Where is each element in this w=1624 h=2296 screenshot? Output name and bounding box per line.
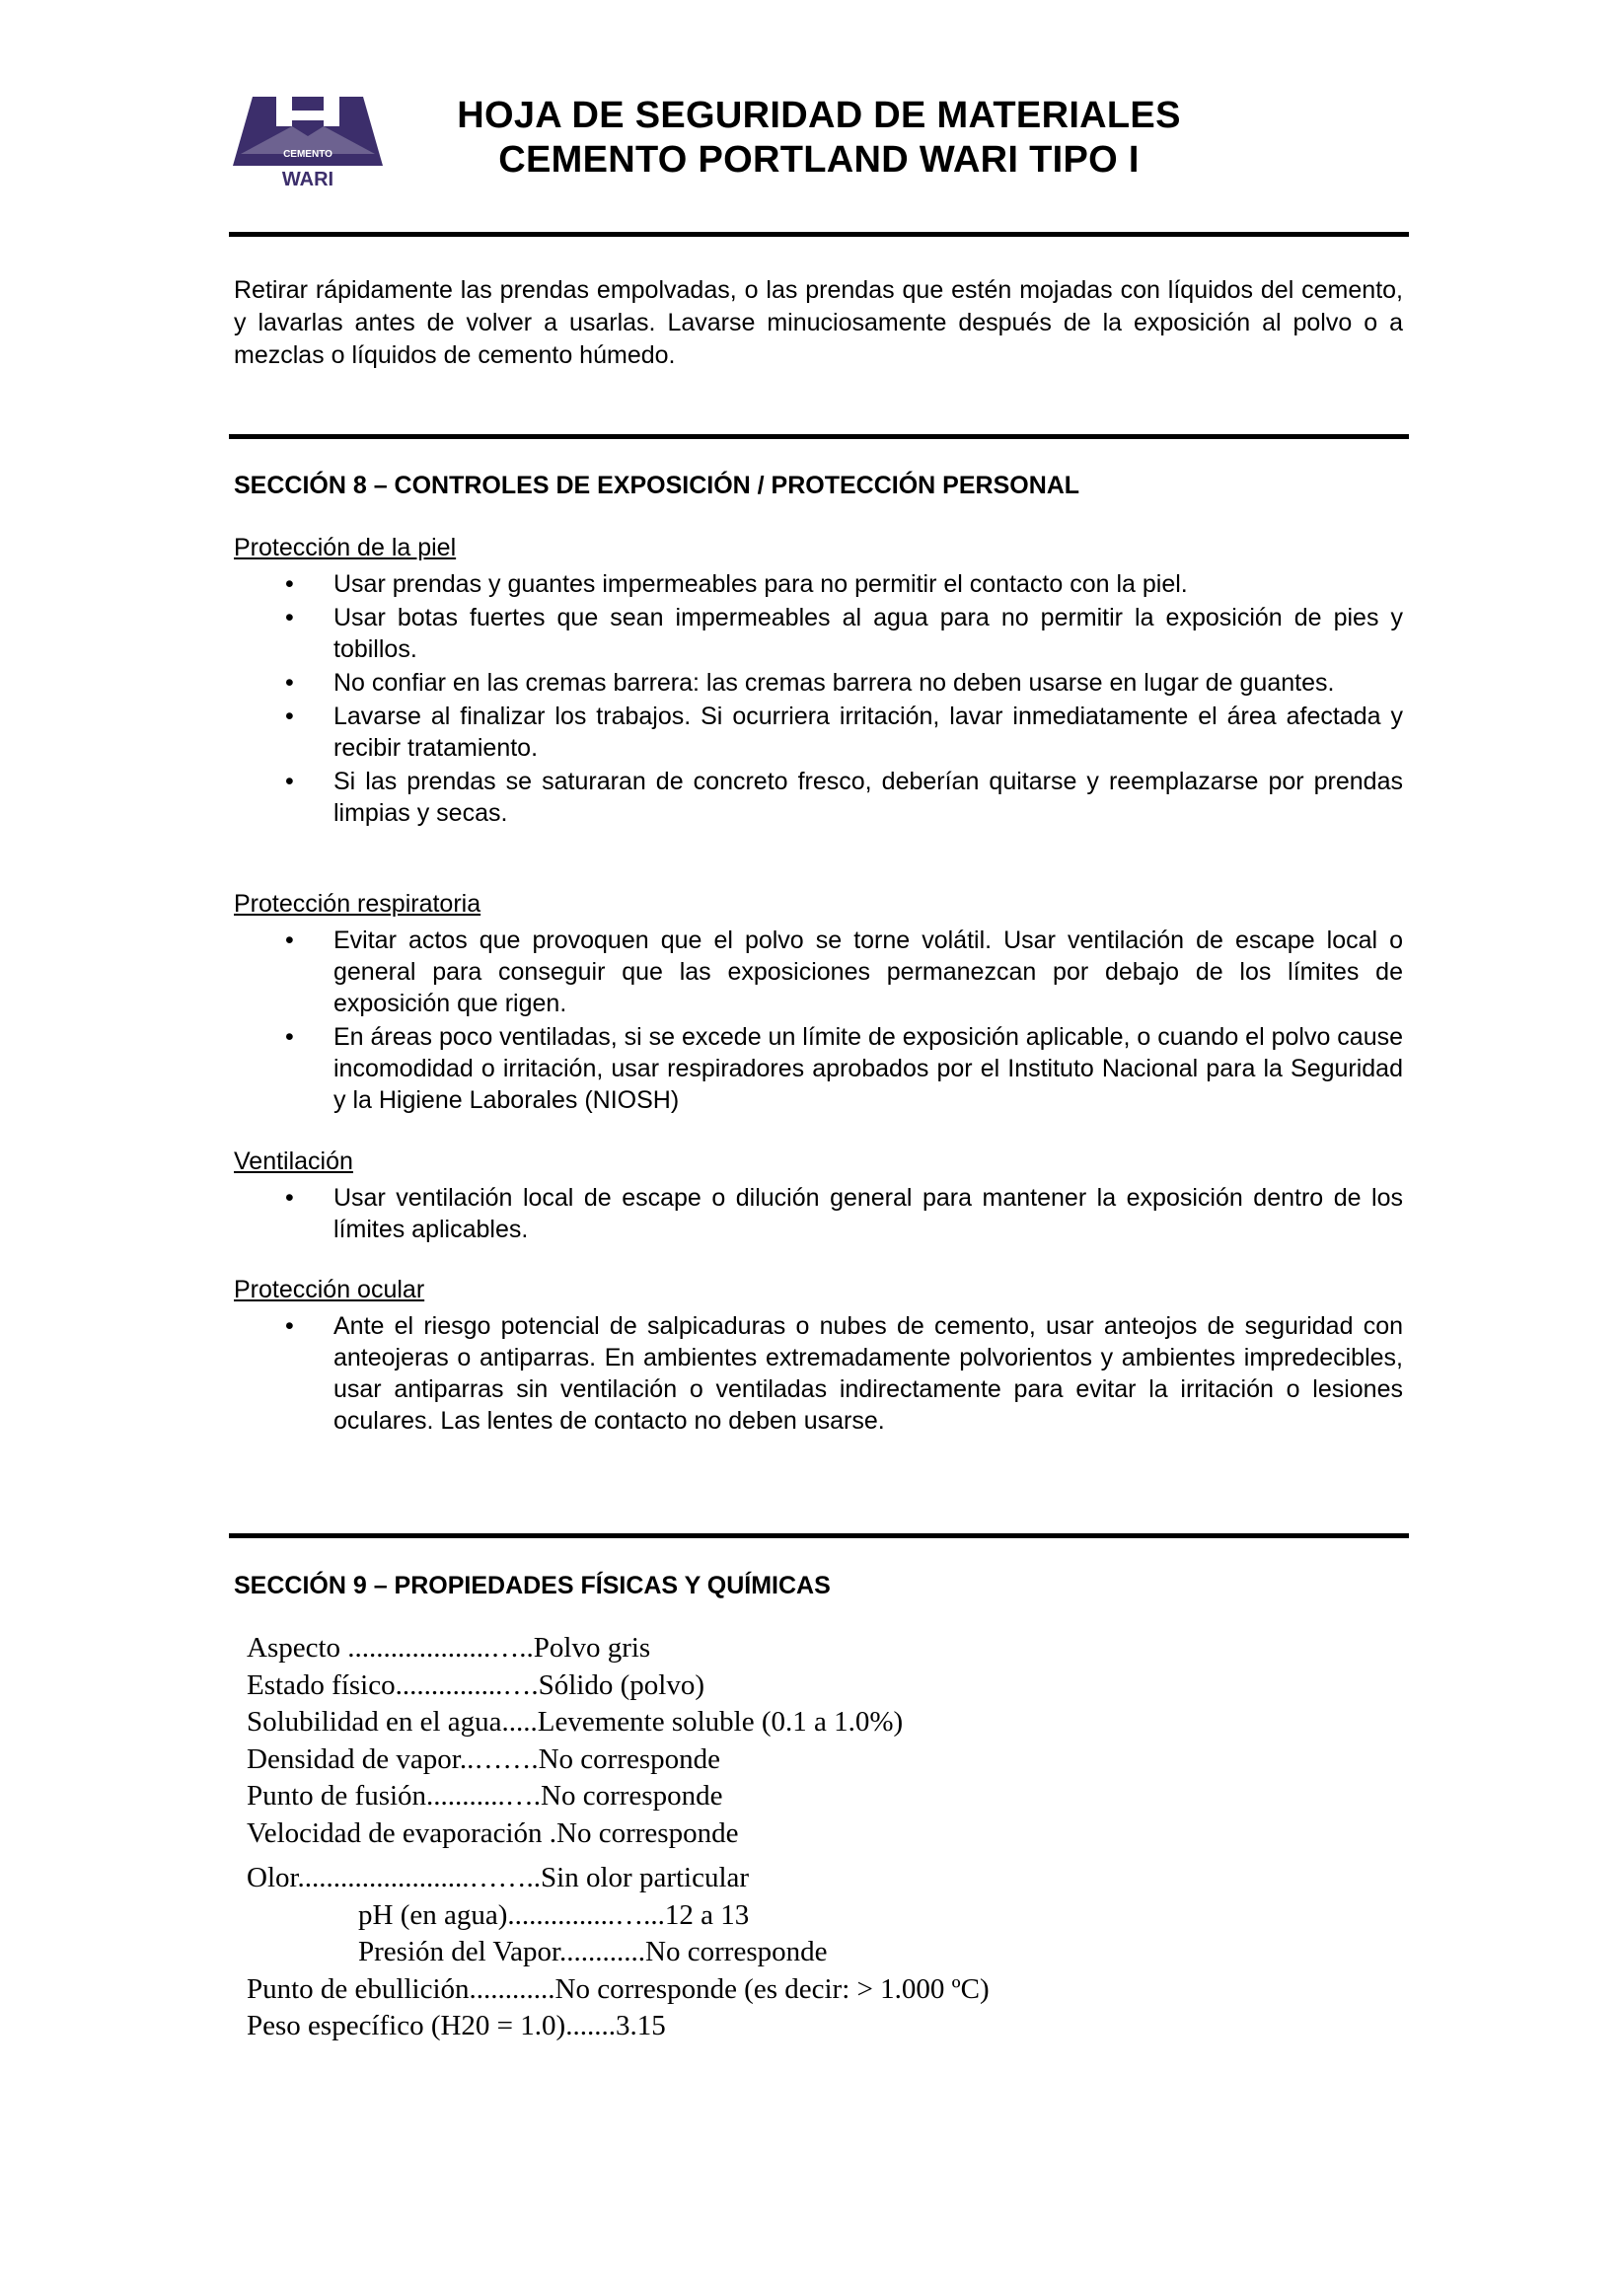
- list-item: • Usar ventilación local de escape o dilución general para mantener la exposición dentro de los límites aplicables.: [285, 1184, 1403, 1243]
- skin-protection-title: Protección de la piel: [234, 534, 457, 561]
- ventilation-title: Ventilación: [234, 1148, 353, 1175]
- property-vapor-density: Densidad de vapor..…….No corresponde: [247, 1742, 720, 1775]
- property-vapor-pressure: Presión del Vapor............No corresponde: [358, 1936, 828, 1967]
- property-aspect: Aspecto ....................…..Polvo gris: [247, 1632, 651, 1664]
- list-item: • Si las prendas se saturaran de concreto fresco, deberían quitarse y reemplazarse por prendas limpias y secas.: [285, 768, 1403, 827]
- list-item: • Ante el riesgo potencial de salpicaduras o nubes de cemento, usar anteojos de seguridad con anteojeras o antiparras. En ambientes extremadamente polvorientos y ambientes impredecibles, usar antiparras sin ventilación o ventiladas indirectamente para evitar la irritación o lesiones oculares. Las lentes de contacto no deben usarse.: [285, 1312, 1403, 1435]
- list-item: • Usar botas fuertes que sean impermeables al agua para no permitir la exposición de pies y tobillos.: [285, 604, 1403, 663]
- bullet-icon: •: [285, 703, 294, 730]
- property-odor: Olor........................……..Sin olor particular: [247, 1862, 750, 1893]
- document-title-line2: CEMENTO PORTLAND WARI TIPO I: [498, 139, 1140, 181]
- intro-paragraph: Retirar rápidamente las prendas empolvadas, o las prendas que estén mojadas con líquidos del cemento, y lavarlas antes de volver a usarlas. Lavarse minuciosamente después de la exposición al polvo o a mezclas o líquidos de cemento húmedo.: [234, 276, 1403, 369]
- section8-divider: [229, 434, 1409, 439]
- list-item: • Usar prendas y guantes impermeables para no permitir el contacto con la piel.: [285, 570, 1188, 598]
- bullet-icon: •: [285, 768, 294, 795]
- bullet-icon: •: [285, 1312, 294, 1340]
- section9-heading: SECCIÓN 9 – PROPIEDADES FÍSICAS Y QUÍMICAS: [234, 1572, 831, 1599]
- logo-text-bottom: WARI: [281, 169, 334, 189]
- logo-text-top: CEMENTO: [283, 149, 332, 160]
- property-evaporation-rate: Velocidad de evaporación .No corresponde: [247, 1816, 739, 1849]
- property-specific-gravity: Peso específico (H20 = 1.0).......3.15: [247, 2010, 666, 2041]
- ventilation-list: [234, 1182, 1403, 1245]
- property-solubility: Solubilidad en el agua.....Levemente soluble (0.1 a 1.0%): [247, 1706, 904, 1738]
- physical-properties-list: [247, 1630, 990, 2045]
- property-ph: pH (en agua)...............…...12 a 13: [358, 1898, 750, 1931]
- property-physical-state: Estado físico...............….Sólido (polvo): [247, 1668, 704, 1701]
- bullet-icon: •: [285, 1184, 294, 1212]
- property-boiling-point: Punto de ebullición............No corresponde (es decir: > 1.000 ºC): [247, 1972, 990, 2005]
- respiratory-protection-list: [234, 925, 1403, 1116]
- list-item: • No confiar en las cremas barrera: las cremas barrera no deben usarse en lugar de guantes.: [285, 669, 1335, 697]
- bullet-icon: •: [285, 604, 294, 631]
- list-item: • Lavarse al finalizar los trabajos. Si ocurriera irritación, lavar inmediatamente el área afectada y recibir tratamiento.: [285, 703, 1403, 762]
- header-divider: [229, 232, 1409, 237]
- section9-divider: [229, 1533, 1409, 1538]
- bullet-icon: •: [285, 570, 294, 598]
- document-title-line1: HOJA DE SEGURIDAD DE MATERIALES: [457, 95, 1181, 136]
- property-melting-point: Punto de fusión...........….No corresponde: [247, 1780, 723, 1812]
- skin-protection-list: [234, 568, 1403, 829]
- eye-protection-title: Protección ocular: [234, 1276, 425, 1303]
- bullet-icon: •: [285, 1023, 294, 1051]
- bullet-icon: •: [285, 926, 294, 954]
- section8-heading: SECCIÓN 8 – CONTROLES DE EXPOSICIÓN / PROTECCIÓN PERSONAL: [234, 472, 1080, 499]
- list-item: • Evitar actos que provoquen que el polvo se torne volátil. Usar ventilación de escape local o general para conseguir que las exposiciones permanezcan por debajo de los límites de exposición que rigen.: [285, 926, 1403, 1017]
- eye-protection-list: [234, 1310, 1403, 1437]
- list-item: • En áreas poco ventiladas, si se excede un límite de exposición aplicable, o cuando el polvo cause incomodidad o irritación, usar respiradores aprobados por el Instituto Nacional para la Seguridad y la Higiene Laborales (NIOSH): [285, 1023, 1404, 1114]
- respiratory-protection-title: Protección respiratoria: [234, 890, 481, 918]
- bullet-icon: •: [285, 669, 294, 697]
